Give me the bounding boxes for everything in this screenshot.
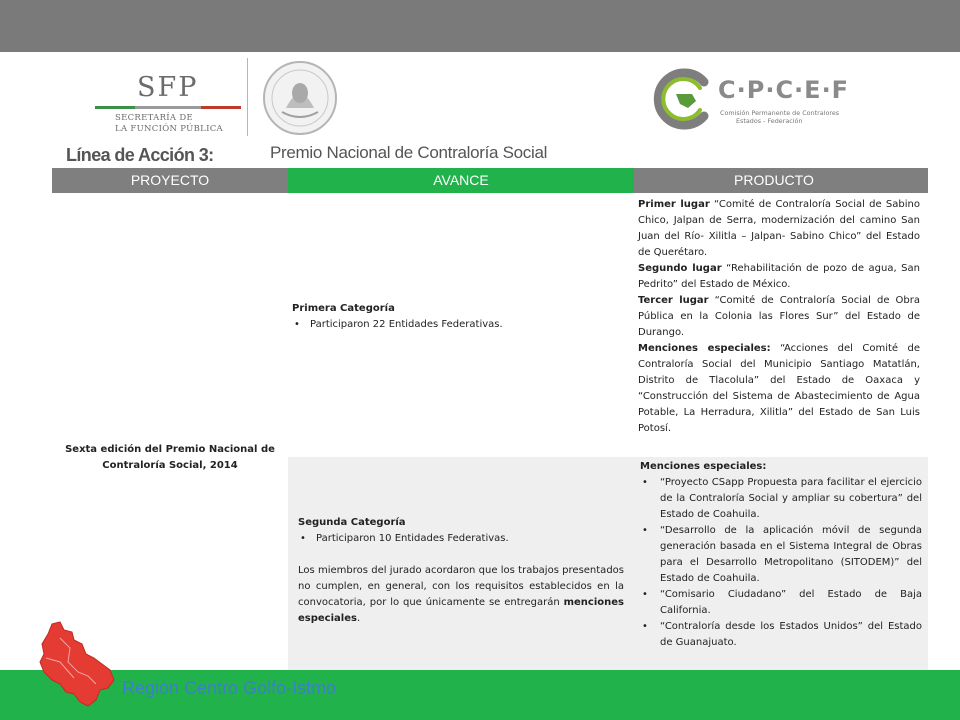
avance-cell-row-2	[288, 457, 634, 671]
jury-paragraph	[298, 563, 624, 627]
sfp-logo-mark: SFP	[137, 72, 199, 103]
proyecto-text: Sexta edición del Premio Nacional de Contraloría Social, 2014	[65, 444, 275, 471]
sfp-logo-line1: SECRETARÍA DE	[115, 113, 193, 123]
award-text: “Comité de Contraloría Social de Sabino Chico, Jalpan de Serra, modernización del camino San Juan del Río- Xilitla – Jalpan- Sabino Chico” del Estado de Querétaro.	[638, 199, 920, 258]
list-item: • “Comisario Ciudadano” del Estado de Baja California.	[640, 587, 922, 619]
list-item: • Participaron 10 Entidades Federativas.	[298, 531, 624, 547]
list-item: • “Contraloría desde los Estados Unidos” del Estado de Guanajuato.	[640, 619, 922, 651]
award-entry	[638, 293, 920, 341]
column-header-producto: PRODUCTO	[634, 168, 928, 193]
award-text: “Comité de Contraloría Social de Obra Pública en la Colonia las Flores Sur” del Estado de Durango.	[638, 295, 920, 338]
sfp-logo-line2: LA FUNCIÓN PÚBLICA	[115, 124, 223, 134]
line-of-action-label: Línea de Acción 3:	[66, 145, 214, 165]
jury-text-end: .	[356, 613, 361, 624]
jury-text: Los miembros del jurado acordaron que los trabajos presentados no cumplen, en general, con los requisitos establecidos en la convocatoria, por lo que únicamente se entregarán	[298, 565, 624, 608]
category-title: Segunda Categoría	[298, 517, 406, 528]
award-entry	[638, 197, 920, 261]
award-place: Segundo lugar	[638, 263, 722, 274]
award-text: “Rehabilitación de pozo de agua, San Pedrito” del Estado de México.	[638, 263, 920, 290]
list-item: • “Proyecto CSapp Propuesta para facilitar el ejercicio de la Contraloría Social y ampliar su cobertura” del Estado de Coahuila.	[640, 475, 922, 523]
sfp-logo-stripe	[95, 106, 241, 109]
cpcef-logo	[652, 68, 852, 132]
award-entry	[638, 341, 920, 437]
proyecto-cell	[52, 193, 288, 671]
award-entry	[638, 261, 920, 293]
region-map-icon	[30, 618, 122, 710]
category-title: Primera Categoría	[292, 303, 395, 314]
top-bar	[0, 0, 960, 52]
producto-cell-row-2	[634, 457, 928, 671]
region-label: Región Centro Golfo-Istmo	[122, 678, 337, 698]
cpcef-ring-icon	[652, 68, 714, 130]
list-item: • Participaron 22 Entidades Federativas.	[292, 317, 622, 333]
list-item: • “Desarrollo de la aplicación móvil de segunda generación basada en el Sistema Integral de Obras para el Desarrollo Metropolitano (SITODEM)” del Estado de Coahuila.	[640, 523, 922, 587]
cpcef-logo-name: C·P·C·E·F	[718, 76, 850, 104]
producto-cell-row-1	[634, 193, 928, 457]
avance-cell-row-1	[288, 193, 634, 457]
jury-text-bold: menciones especiales	[298, 597, 624, 624]
award-place: Menciones especiales:	[638, 343, 771, 354]
award-text: “Acciones del Comité de Contraloría Social del Municipio Santiago Matatlán, Distrito de Tlacolula” del Estado de Oaxaca y “Construcción del Sistema de Abastecimiento de Agua Potable, La Herradura, Xilitla” del Estado de San Luis Potosí.	[638, 343, 920, 434]
award-place: Tercer lugar	[638, 295, 709, 306]
award-place: Primer lugar	[638, 199, 710, 210]
mexico-seal-icon	[262, 60, 338, 136]
cpcef-logo-line2: Estados - Federación	[736, 117, 803, 125]
column-header-avance: AVANCE	[288, 168, 634, 193]
sfp-logo	[95, 72, 245, 138]
cpcef-logo-line1: Comisión Permanente de Contralores	[720, 109, 840, 117]
line-of-action-title: Premio Nacional de Contraloría Social	[270, 143, 548, 162]
column-header-proyecto: PROYECTO	[52, 168, 288, 193]
logo-divider	[247, 58, 248, 136]
special-mentions-title: Menciones especiales:	[640, 461, 767, 472]
